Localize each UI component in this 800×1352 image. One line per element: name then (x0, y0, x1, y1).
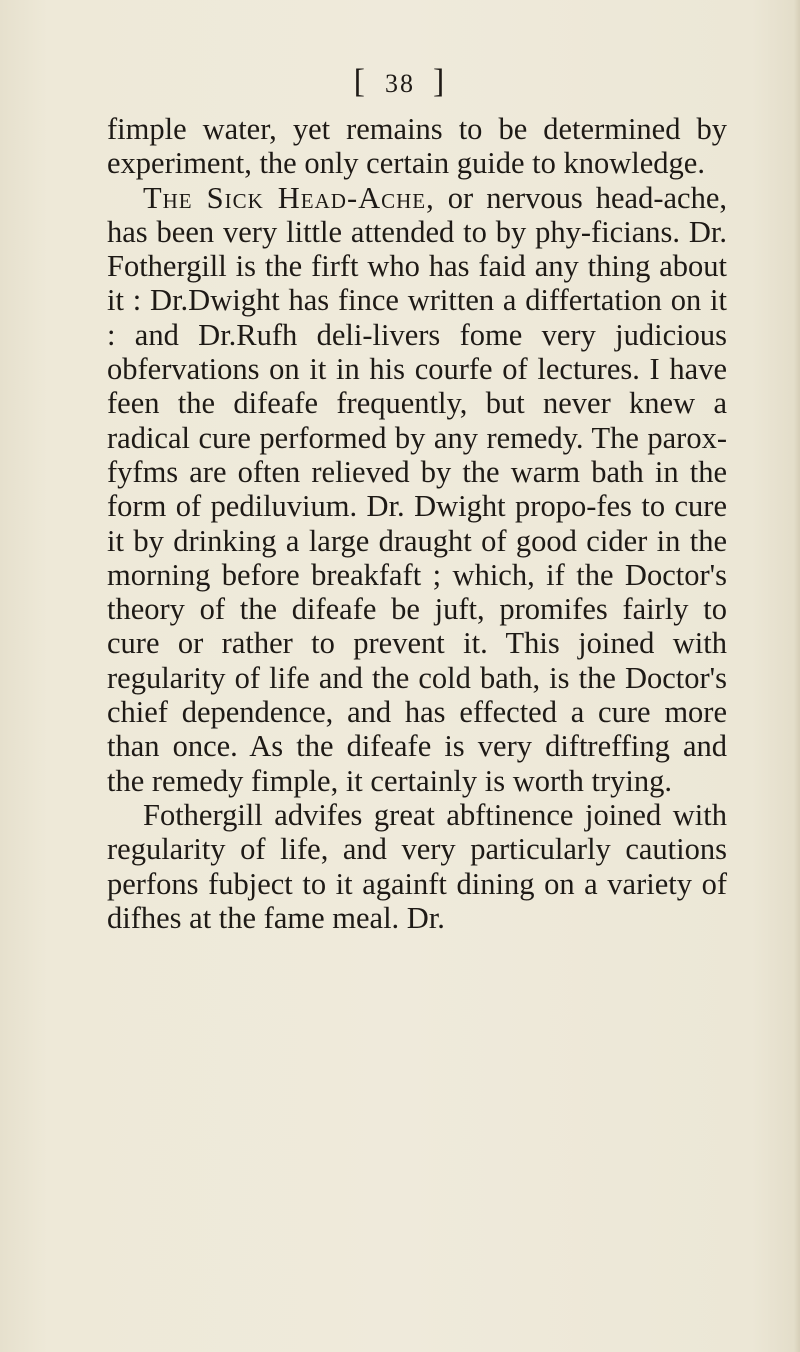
page-header (0, 62, 800, 104)
paragraph-fothergill (107, 798, 727, 935)
paragraph-body: Fothergill advifes great abftinence joined with regularity of life, and very particularly cautions perfons fubject to it againft dining on a variety of difhes at the fame meal. Dr. (107, 797, 727, 935)
paragraph-sick-head-ache (107, 181, 727, 798)
paragraph-body: or nervous head-ache, has been very little attended to by phy-ficians. Dr. Fothergill is the firft who has faid any thing about it : Dr.Dwight has fince written a differtation on it : and Dr.Rufh deli-livers fome very judicious obfervations on it in his courfe of lectures. I have feen the difeafe frequently, but never knew a radical cure performed by any remedy. The parox-fyfms are often relieved by the warm bath in the form of pediluvium. Dr. Dwight propo-fes to cure it by drinking a large draught of good cider in the morning before breakfaft ; which, if the Doctor's theory of the difeafe be juft, promifes fairly to cure or rather to prevent it. This joined with regularity of life and the cold bath, is the Doctor's chief dependence, and has effected a cure more than once. As the difeafe is very diftreffing and the remedy fimple, it certainly is worth trying. (107, 180, 727, 798)
page-number: 38 (385, 69, 415, 98)
paragraph-continuation: fimple water, yet remains to be determined by experiment, the only certain guide to knowledge. (107, 112, 727, 181)
bracket-close: ] (433, 63, 447, 100)
section-lead-smallcaps: The Sick Head-Ache, (143, 180, 435, 215)
body-text (107, 112, 727, 935)
bracket-open: [ (353, 63, 367, 100)
page-edge (794, 0, 800, 1352)
